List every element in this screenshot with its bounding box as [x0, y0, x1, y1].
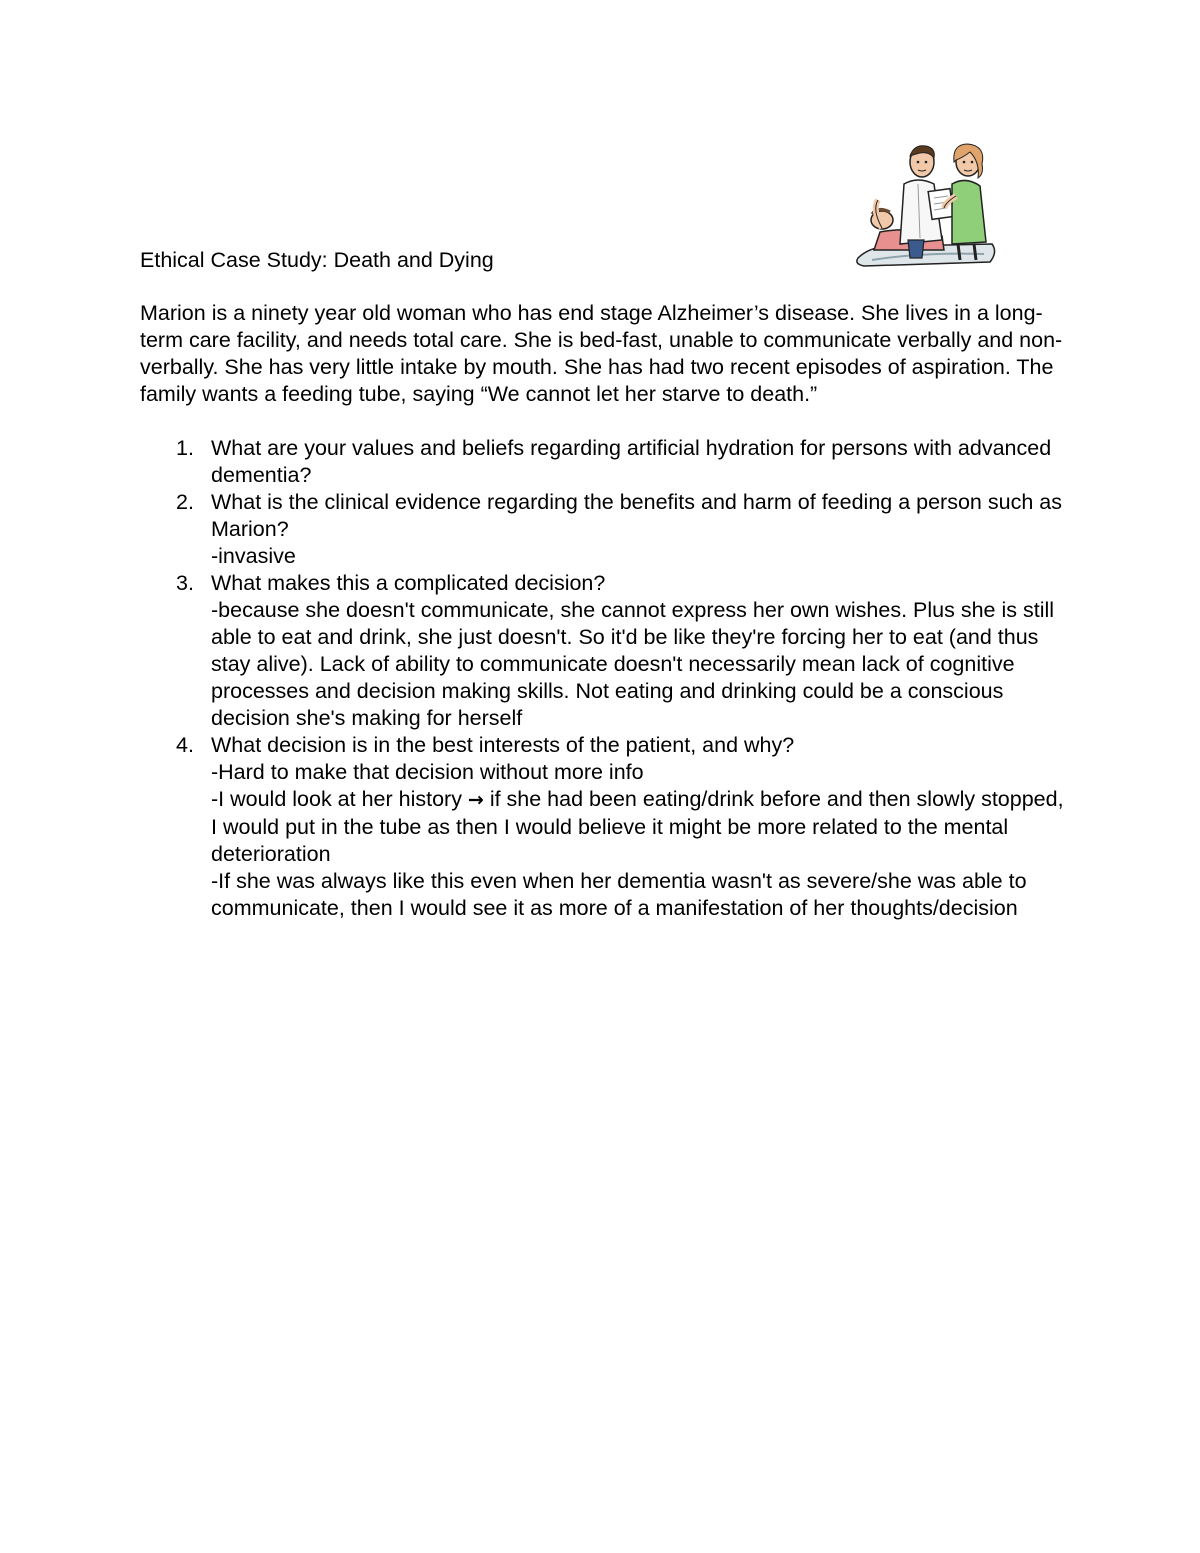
question-text: What decision is in the best interests of the patient, and why?: [211, 733, 795, 757]
answer-note-history: [211, 786, 1070, 868]
note-text-after-arrow: if she had been eating/drink before and then slowly stopped, I would put in the tube as then I would believe it might be more related to the mental deterioration: [211, 787, 1064, 866]
answer-note: -invasive: [211, 544, 296, 568]
list-item: [140, 435, 1070, 489]
list-item: [140, 489, 1070, 570]
case-description: Marion is a ninety year old woman who has end stage Alzheimer’s disease. She lives in a long-term care facility, and needs total care. She is bed-fast, unable to communicate verbally and non-verbally. She has very little intake by mouth. She has had two recent episodes of aspiration. The family wants a feeding tube, saying “We cannot let her starve to death.”: [140, 301, 1063, 406]
question-number: 3.: [176, 571, 194, 595]
list-item: [140, 732, 1070, 922]
question-number: 4.: [176, 733, 194, 757]
question-text: What are your values and beliefs regarding artificial hydration for persons with advanced dementia?: [211, 436, 1052, 487]
question-text: What makes this a complicated decision?: [211, 571, 606, 595]
question-number: 1.: [176, 436, 194, 460]
answer-note: -If she was always like this even when her dementia wasn't as severe/she was able to communicate, then I would see it as more of a manifestation of her thoughts/decision: [211, 869, 1027, 920]
document-title: Ethical Case Study: Death and Dying: [140, 248, 494, 272]
answer-note: -Hard to make that decision without more info: [211, 760, 644, 784]
list-item: [140, 570, 1070, 732]
question-number: 2.: [176, 490, 194, 514]
question-text: What is the clinical evidence regarding the benefits and harm of feeding a person such as Marion?: [211, 490, 1062, 541]
answer-note: -because she doesn't communicate, she cannot express her own wishes. Plus she is still able to eat and drink, she just doesn't. So it'd be like they're forcing her to eat (and thus stay alive). Lack of ability to communicate doesn't necessarily mean lack of cognitive processes and decision making skills. Not eating and drinking could be a conscious decision she's making for herself: [211, 598, 1055, 730]
question-list: [140, 435, 1070, 922]
note-text-before-arrow: -I would look at her history: [211, 787, 468, 811]
document-body: [140, 245, 1070, 922]
right-arrow-icon: →: [467, 789, 484, 811]
